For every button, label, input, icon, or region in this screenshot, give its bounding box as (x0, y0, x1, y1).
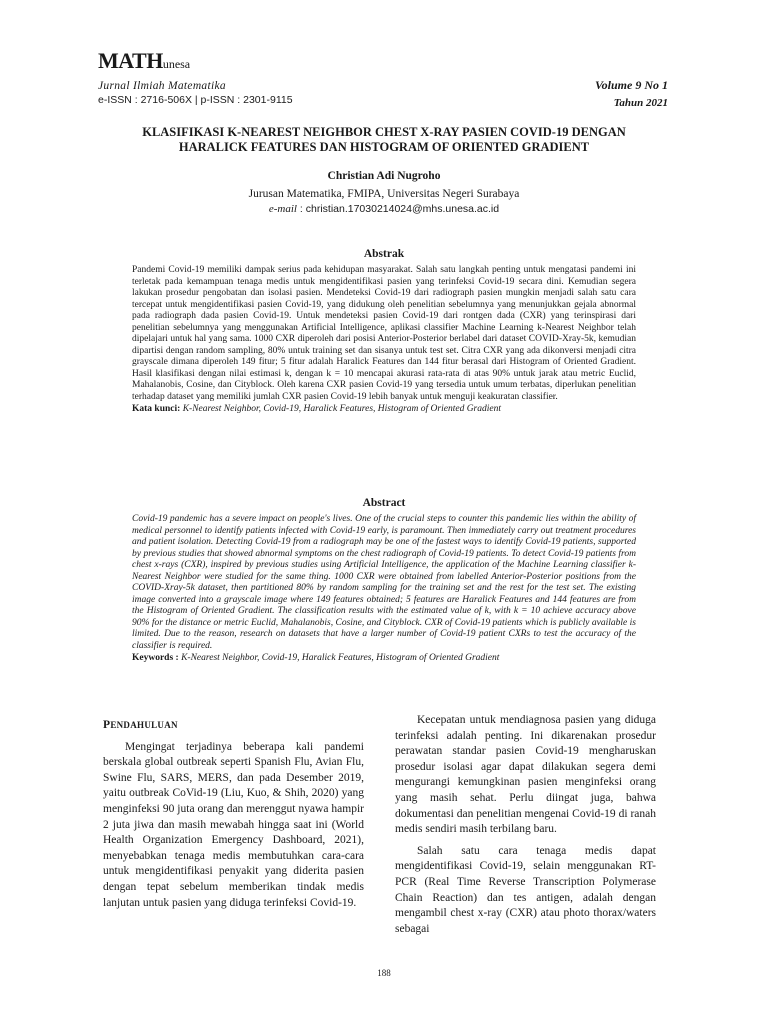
intro-paragraph-2: Kecepatan untuk mendiagnosa pasien yang diduga terinfeksi adalah penting. Ini dikarenakan prosedur perawatan standar pasien Covid-19 mengharuskan prosedur isolasi agar dapat dilakukan segera demi mengurangi kemungkinan pasien menginfeksi orang yang masih sehat. Perlu diingat juga, bahwa dokumentasi dan penelitian mengenai Covid-19 di ranah medis sendiri masih terbilang baru. (395, 714, 656, 836)
affiliation-block (100, 187, 668, 217)
journal-header (98, 50, 293, 106)
year: Tahun 2021 (613, 97, 668, 109)
issn: e-ISSN : 2716-506X | p-ISSN : 2301-9115 (98, 94, 293, 106)
title-line-1: KLASIFIKASI K-NEAREST NEIGHBOR CHEST X-RAY PASIEN COVID-19 DENGAN (142, 125, 626, 139)
intro-paragraph-1: Mengingat terjadinya beberapa kali pandemi berskala global outbreak seperti Spanish Flu, Avian Flu, Swine Flu, SARS, MERS, dan pada Desember 2019, yaitu outbreak CoVid-19 (Liu, Kuo, & Shih, 2020) yang menginfeksi 90 juta orang dan merenggut nyawa hampir 2 juta jiwa dan masih mewabah hingga saat ini (World Health Organization Emergency Dashboard, 2021), menyebabkan tenaga medis membutuhkan cara-cara untuk mengidentifikasi penyakit yang diderita pasien dengan tepat sebelum memberikan tindak medis lanjutan untuk pasien yang diduga terinfeksi Covid-19. (103, 740, 364, 909)
page-number: 188 (377, 968, 391, 978)
email-label: e-mail (268, 203, 297, 215)
abstract-heading: Abstract (362, 497, 406, 509)
abstrak-heading: Abstrak (363, 248, 405, 260)
volume: Volume 9 No 1 (594, 78, 668, 92)
title-line-2: HARALICK FEATURES DAN HISTOGRAM OF ORIENTED GRADIENT (178, 140, 590, 154)
volume-info (595, 78, 668, 109)
journal-name: Jurnal Ilmiah Matematika (98, 80, 226, 92)
abstract-keywords (132, 653, 636, 665)
paper-title (100, 125, 668, 155)
left-column (103, 718, 364, 911)
abstract-body (132, 514, 636, 664)
kata-kunci-label: Kata kunci: (132, 403, 181, 414)
section-heading: PENDAHULUAN (103, 719, 178, 731)
author-name: Christian Adi Nugroho (327, 170, 441, 182)
right-column (395, 713, 656, 937)
journal-logo: MATHunesa (98, 48, 191, 73)
kata-kunci: K-Nearest Neighbor, Covid-19, Haralick Features, Histogram of Oriented Gradient (180, 403, 501, 414)
abstrak-body (132, 265, 636, 415)
email: : christian.17030214024@mhs.unesa.ac.id (296, 203, 500, 215)
email-line (100, 202, 668, 217)
abstrak-text: Pandemi Covid-19 memiliki dampak serius pada kehidupan masyarakat. Salah satu langkah penting untuk mengatasi pandemi ini terletak pada kemampuan tenaga medis untuk mengidentifikasi pasien yang terinfeksi Covid-19 secara dini. Kemudian segera lakukan prosedur pengobatan dan isolasi pasien. Mendeteksi Covid-19 dari radiograph pasien mungkin menjadi salah satu cara tercepat untuk mengidentifikasi pasien Covid-19, yang didukung oleh penelitian sebelumnya yang menunjukkan gejala abnormal pada radiograph dada pasien Covid-19. Untuk mendeteksi pasien Covid-19 dari rontgen dada (CXR) yang terinspirasi dari penelitian sebelumnya yang menggunakan Artificial Intelligence, aplikasi classifier Machine Learning k-Nearest Neighbor telah dipelajari untuk hal yang sama. 1000 CXR diperoleh dari posisi Anterior-Posterior berlabel dari dataset COVID-Xray-5k, kemudian dipartisi dengan random sampling, 80% untuk training set dan sisanya untuk test set. Citra CXR yang ada dikonversi menjadi citra grayscale dimana diperoleh 149 fitur; 5 fitur adalah Haralick Features dan 144 fitur berasal dari Histogram of Oriented Gradient. Hasil klasifikasi dengan nilai estimasi k, dengan k = 10 mencapai akurasi rata-rata di atas 90% untuk jarak atau metric Euclid, Mahalanobis, Cosine, dan Cityblock. Oleh karena CXR pasien Covid-19 yang tersedia untuk umum terbatas, diperlukan penelitian terhadap dataset yang memiliki jumlah CXR pasien Covid-19 lebih banyak untuk menguji keakuratan classifier. (132, 265, 636, 403)
intro-paragraph-3: Salah satu cara tenaga medis dapat mengidentifikasi Covid-19, selain menggunakan RT-PCR (Real Time Reverse Transcription Polymerase Chain Reaction) dan tes antigen, adalah dengan mengambil chest x-ray (CXR) atau photo thorax/waters sebagai (395, 844, 656, 935)
keywords: K-Nearest Neighbor, Covid-19, Haralick Features, Histogram of Oriented Gradient (178, 652, 500, 663)
affiliation: Jurusan Matematika, FMIPA, Universitas Negeri Surabaya (248, 188, 520, 200)
abstract-text: Covid-19 pandemic has a severe impact on people's lives. One of the crucial steps to counter this pandemic lies within the ability of medical personnel to identify patients infected with Covid-19 early, is paramount. Then immediately carry out treatment procedures and patient isolation. Detecting Covid-19 from a radiograph may be one of the fastest ways to identify Covid-19 patients, supported by previous studies that showed abnormal symptoms on the chest radiograph of Covid-19 patients. To detect Covid-19 patients from chest x-rays (CXR), inspired by previous studies using Artificial Intelligence, the application of the Machine Learning classifier k-Nearest Neighbor were studied for the same thing. 1000 CXR were obtained from labelled Anterior-Posterior positions from the COVID-Xray-5k dataset, then partitioned 80% by random sampling for the training set and the rest for the test set. The existing image converted into a grayscale image where 149 features obtained; 5 features are Haralick Features and 144 features are from the Histogram of Oriented Gradient. The classification results with the estimated value of k, with k = 10 achieve accuracy above 90% for the distance or metric Euclid, Mahalanobis, Cosine, and Cityblock. CXR of Covid-19 patients which is publicly available is limited. Due to the reason, research on datasets that have a larger number of Covid-19 patient CXRs to test the accuracy of the classifier is required. (132, 514, 636, 652)
abstrak-keywords (132, 404, 636, 416)
keywords-label: Keywords : (132, 652, 179, 663)
